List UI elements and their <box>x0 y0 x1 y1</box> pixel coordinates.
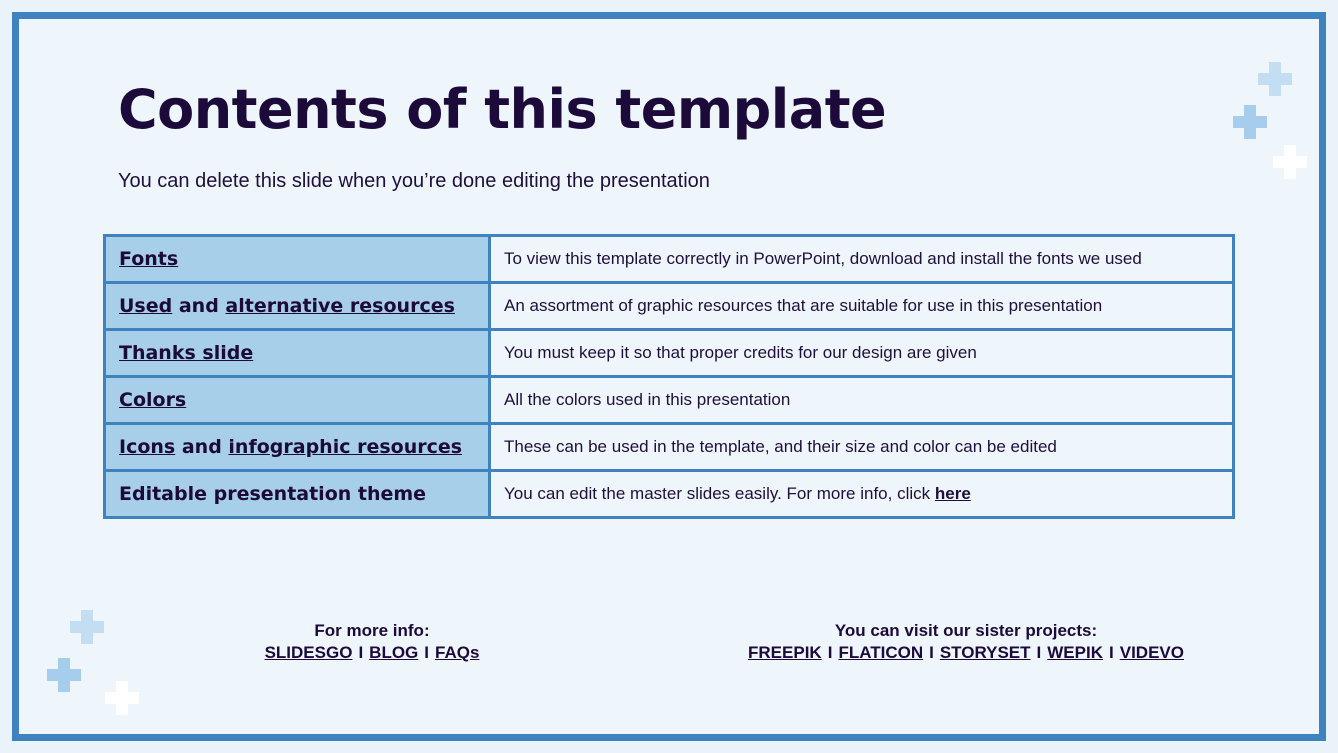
topic-link[interactable]: Icons <box>119 436 176 458</box>
table-row <box>105 471 1234 518</box>
topic-text: and <box>175 436 229 458</box>
topic-text: Editable presentation theme <box>119 483 427 505</box>
description-cell <box>490 283 1234 330</box>
here-link[interactable]: here <box>934 484 971 503</box>
footer-link-wepik[interactable]: WEPIK <box>1047 643 1103 662</box>
description-text: An assortment of graphic resources that are suitable for use in this presentation <box>504 296 1103 315</box>
footer-more-info-links <box>222 642 522 664</box>
description-text: All the colors used in this presentation <box>504 390 791 409</box>
topic-cell <box>105 424 490 471</box>
table-row <box>105 283 1234 330</box>
footer-link-blog[interactable]: BLOG <box>369 643 419 662</box>
link-separator: I <box>1109 643 1114 662</box>
topic-cell <box>105 471 490 518</box>
topic-link[interactable]: Colors <box>119 389 187 411</box>
page-title: Contents of this template <box>118 78 887 141</box>
plus-icon <box>1233 105 1267 139</box>
topic-link[interactable]: Fonts <box>119 248 179 270</box>
description-cell <box>490 424 1234 471</box>
page-subtitle: You can delete this slide when you’re done editing the presentation <box>118 170 710 192</box>
table-row <box>105 236 1234 283</box>
description-text: You can edit the master slides easily. For more info, click <box>504 484 935 503</box>
plus-icon <box>70 610 104 644</box>
description-cell <box>490 471 1234 518</box>
plus-icon <box>1273 145 1307 179</box>
footer-more-info <box>222 620 522 664</box>
plus-icon <box>47 658 81 692</box>
description-cell <box>490 377 1234 424</box>
footer-sister-projects-links <box>716 642 1216 664</box>
link-separator: I <box>358 643 364 662</box>
plus-icon <box>105 681 139 715</box>
topic-cell <box>105 330 490 377</box>
footer-sister-projects-heading: You can visit our sister projects: <box>834 621 1098 640</box>
description-cell <box>490 330 1234 377</box>
description-cell <box>490 236 1234 283</box>
description-text: These can be used in the template, and their size and color can be edited <box>504 437 1057 456</box>
table-row <box>105 424 1234 471</box>
footer-link-flaticon[interactable]: FLATICON <box>838 643 924 662</box>
topic-link[interactable]: infographic resources <box>228 436 463 458</box>
table-row <box>105 377 1234 424</box>
footer-link-videvo[interactable]: VIDEVO <box>1119 643 1184 662</box>
description-text: You must keep it so that proper credits for our design are given <box>504 343 977 362</box>
contents-table <box>103 234 1235 519</box>
topic-link[interactable]: Used <box>119 295 173 317</box>
footer-link-storyset[interactable]: STORYSET <box>939 643 1031 662</box>
topic-text: and <box>172 295 226 317</box>
topic-cell <box>105 377 490 424</box>
footer-link-slidesgo[interactable]: SLIDESGO <box>264 643 353 662</box>
footer-link-freepik[interactable]: FREEPIK <box>748 643 822 662</box>
link-separator: I <box>424 643 430 662</box>
topic-cell <box>105 236 490 283</box>
footer-more-info-heading: For more info: <box>314 621 430 640</box>
footer-link-faqs[interactable]: FAQs <box>435 643 480 662</box>
link-separator: I <box>1036 643 1042 662</box>
description-text: To view this template correctly in PowerPoint, download and install the fonts we used <box>504 249 1142 268</box>
topic-cell <box>105 283 490 330</box>
link-separator: I <box>827 643 833 662</box>
topic-link[interactable]: Thanks slide <box>119 342 254 364</box>
plus-icon <box>1258 62 1292 96</box>
topic-link[interactable]: alternative resources <box>225 295 455 317</box>
link-separator: I <box>929 643 934 662</box>
footer-sister-projects <box>716 620 1216 664</box>
table-row <box>105 330 1234 377</box>
